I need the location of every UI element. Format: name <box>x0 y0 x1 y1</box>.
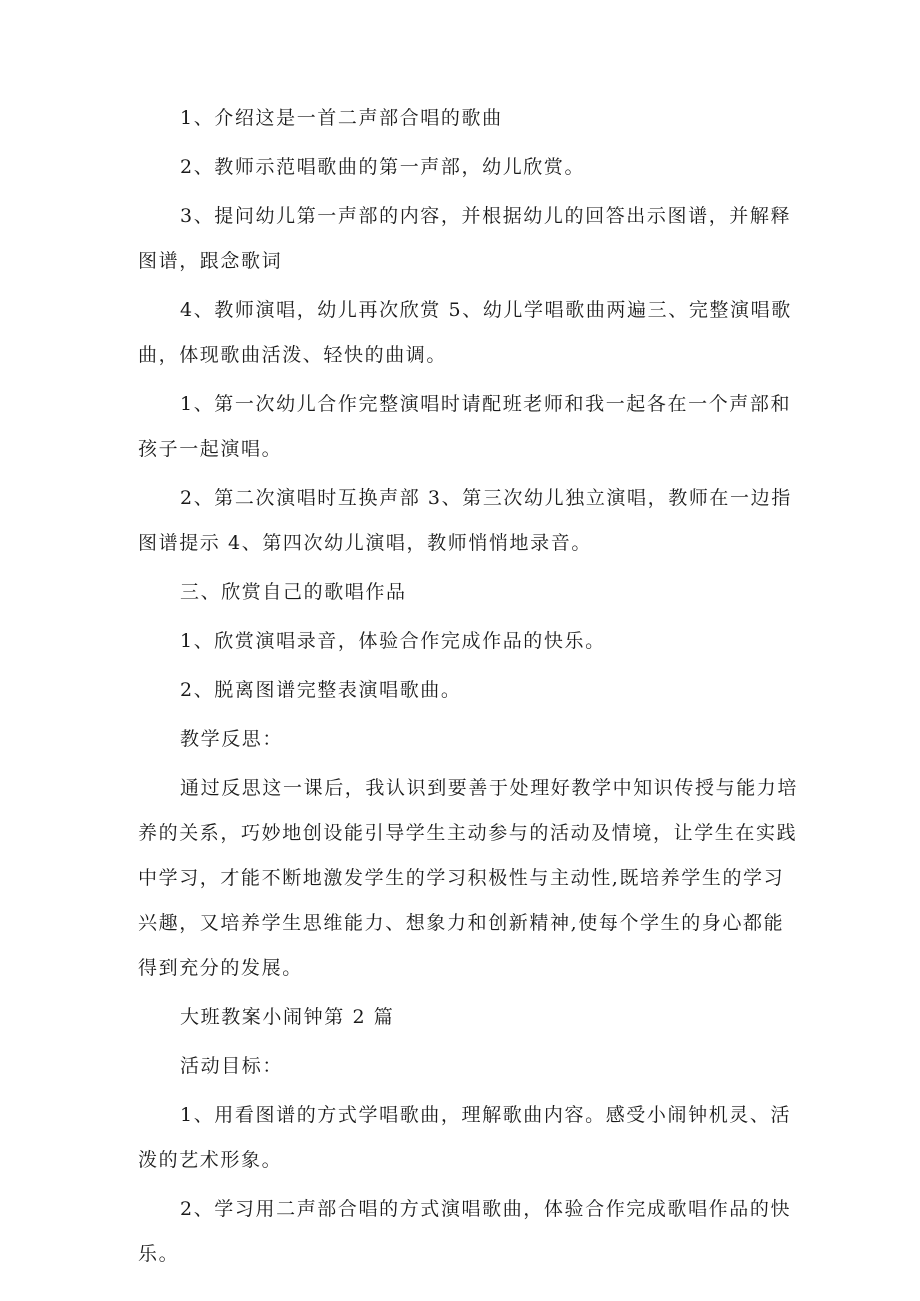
paragraph-step-3-question: 3、提问幼儿第一声部的内容，并根据幼儿的回答出示图谱，并解释图谱，跟念歌词 <box>138 205 792 272</box>
paragraph-listen-recording: 1、欣赏演唱录音，体验合作完成作品的快乐。 <box>180 630 606 652</box>
paragraph-step-4-sing: 4、教师演唱，幼儿再次欣赏 5、幼儿学唱歌曲两遍三、完整演唱歌曲，体现歌曲活泼、轻快的曲调。 <box>138 299 792 366</box>
section-heading-reflection: 教学反思： <box>180 728 284 750</box>
paragraph-first-performance: 1、第一次幼儿合作完整演唱时请配班老师和我一起各在一个声部和孩子一起演唱。 <box>138 393 792 460</box>
paragraph-step-2-demo: 2、教师示范唱歌曲的第一声部，幼儿欣赏。 <box>180 156 586 178</box>
section-heading-appreciate: 三、欣赏自己的歌唱作品 <box>180 581 407 603</box>
paragraph-reflection-body: 通过反思这一课后，我认识到要善于处理好教学中知识传授与能力培养的关系，巧妙地创设能引导学生主动参与的活动及情境，让学生在实践中学习，才能不断地激发学生的学习积极性与主动性,既培养学生的学习兴趣，又培养学生思维能力、想象力和创新精神,使每个学生的身心都能得到充分的发展。 <box>138 777 799 979</box>
section-heading-lesson-2: 大班教案小闹钟第 2 篇 <box>180 1006 395 1028</box>
paragraph-objective-2: 2、学习用二声部合唱的方式演唱歌曲，体验合作完成歌唱作品的快乐。 <box>138 1198 792 1265</box>
document-body <box>138 96 798 1277</box>
paragraph-second-performance: 2、第二次演唱时互换声部 3、第三次幼儿独立演唱，教师在一边指图谱提示 4、第四次幼儿演唱，教师悄悄地录音。 <box>138 487 792 554</box>
paragraph-perform-without-chart: 2、脱离图谱完整表演唱歌曲。 <box>180 679 462 701</box>
paragraph-objective-1: 1、用看图谱的方式学唱歌曲，理解歌曲内容。感受小闹钟机灵、活泼的艺术形象。 <box>138 1104 792 1171</box>
paragraph-step-1-intro: 1、介绍这是一首二声部合唱的歌曲 <box>180 107 503 129</box>
section-heading-objectives: 活动目标： <box>180 1055 284 1077</box>
